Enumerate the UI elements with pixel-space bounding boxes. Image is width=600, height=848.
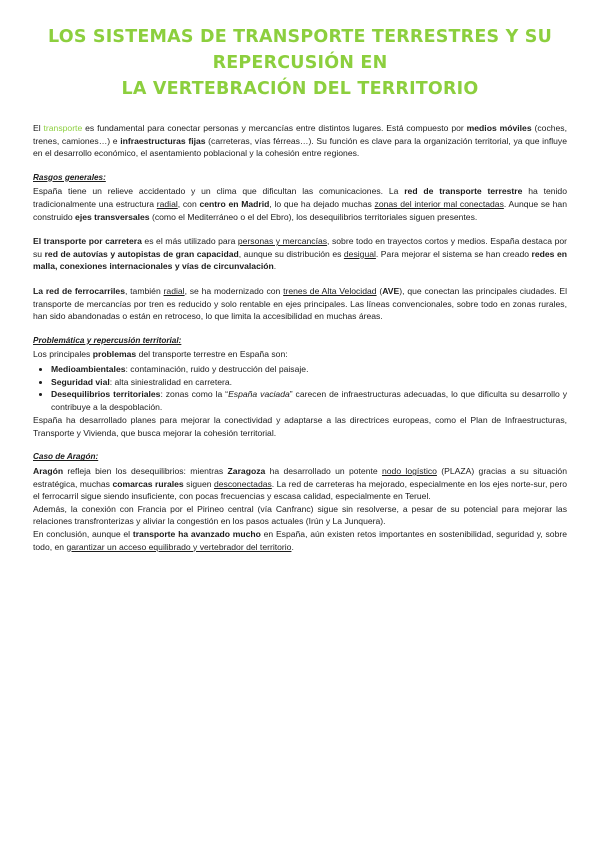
section-heading-aragon: Caso de Aragón:: [33, 452, 99, 462]
section-heading-rasgos: Rasgos generales:: [33, 172, 106, 182]
document-body: [33, 122, 567, 553]
title-line-1: LOS SISTEMAS DE TRANSPORTE TERRESTRES Y SU REPERCUSIÓN EN: [48, 27, 552, 73]
list-item: • Seguridad vial: alta siniestralidad en carretera.: [51, 376, 567, 389]
intro-paragraph: El transporte es fundamental para conectar personas y mercancías entre distintos lugares. Está compuesto por medios móviles (coches, trenes, camiones…) e infraestructuras fijas (carreteras, vías férreas…). Su función es clave para la organización territorial, ya que influye en el desarrollo económico, el asentamiento poblacional y la cohesión entre regiones.: [33, 123, 567, 159]
problematica-intro: Los principales problemas del transporte terrestre en España son:: [33, 349, 288, 360]
list-item: • Desequilibrios territoriales: zonas como la “España vaciada” carecen de infraestructuras adecuadas, lo que dificulta su desarrollo y contribuye a la despoblación.: [51, 388, 567, 413]
aragon-paragraph-3: En conclusión, aunque el transporte ha avanzado mucho en España, aún existen retos importantes en sostenibilidad, seguridad y, sobre todo, en garantizar un acceso equilibrado y vertebrador del territorio.: [33, 529, 567, 552]
problems-list: [33, 363, 567, 413]
title-line-2: LA VERTEBRACIÓN DEL TERRITORIO: [121, 79, 479, 99]
problematica-closing: España ha desarrollado planes para mejorar la conectividad y adaptarse a las directrices europeas, como el Plan de Infraestructuras, Transporte y Vivienda, que busca mejorar la cohesión territorial.: [33, 415, 567, 438]
aragon-paragraph-1: Aragón refleja bien los desequilibrios: mientras Zaragoza ha desarrollado un potente nodo logístico (PLAZA) gracias a su situación estratégica, muchas comarcas rurales siguen desconectadas. La red de carreteras ha mejorado, especialmente en los ejes norte-sur, pero el ferrocarril sigue siendo insuficiente, con pocas frecuencias y escasa calidad, especialmente en Teruel.: [33, 466, 567, 502]
rasgos-paragraph-3: La red de ferrocarriles, también radial, se ha modernizado con trenes de Alta Velocidad (AVE), que conectan las principales ciudades. El transporte de mercancías por tren es reducido y solo rentable en ejes principales. Las líneas convencionales, sobre todo en zonas rurales, han sido abandonadas o están en retroceso, lo que limita la accesibilidad en muchas áreas.: [33, 285, 568, 322]
aragon-paragraph-2: Además, la conexión con Francia por el Pirineo central (vía Canfranc) sigue sin resolverse, a pesar de su potencial para mejorar las relaciones transfronterizas y aliviar la congestión en los pasos actuales (Irún y La Junquera).: [33, 503, 567, 527]
section-heading-problematica: Problemática y repercusión territorial:: [33, 335, 182, 345]
highlight-transporte: transporte: [43, 123, 83, 133]
rasgos-paragraph-1: España tiene un relieve accidentado y un clima que dificultan las comunicaciones. La red de transporte terrestre ha tenido tradicionalmente una estructura radial, con centro en Madrid, lo que ha dejado muchas zonas del interior mal conectadas. Aunque se han construido ejes transversales (como el Mediterráneo o el del Ebro), los desequilibrios territoriales siguen presentes.: [33, 186, 567, 222]
page-title: [33, 24, 567, 102]
list-item: • Medioambientales: contaminación, ruido y destrucción del paisaje.: [51, 363, 567, 376]
rasgos-paragraph-2: El transporte por carretera es el más utilizado para personas y mercancías, sobre todo en trayectos cortos y medios. España destaca por su red de autovías y autopistas de gran capacidad, aunque su distribución es desigual. Para mejorar el sistema se han creado redes en malla, conexiones internacionales y vías de circunvalación.: [33, 236, 567, 272]
